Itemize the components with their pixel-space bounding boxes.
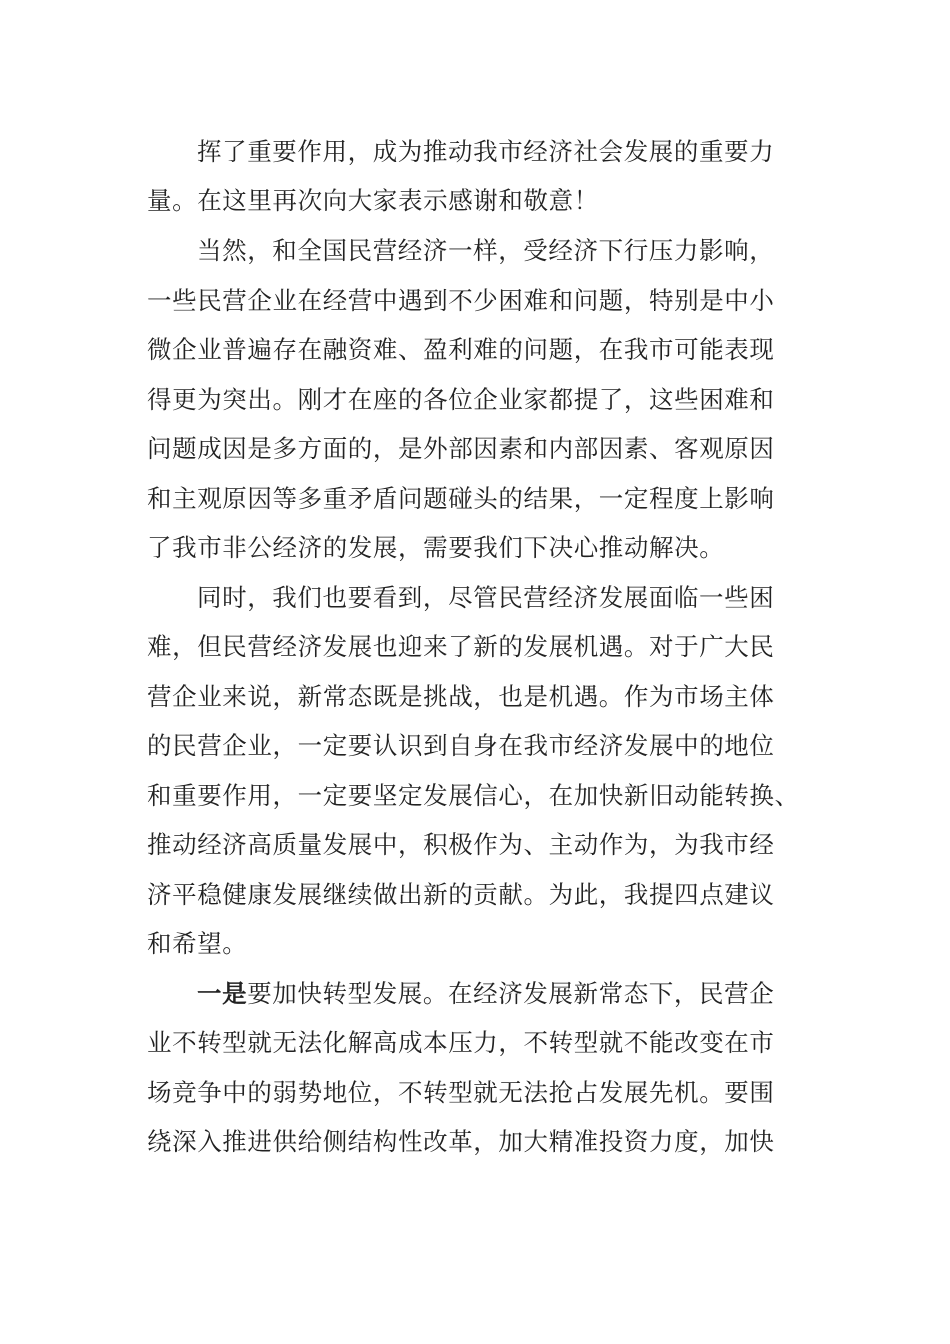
text-line: 挥了重要作用，成为推动我市经济社会发展的重要力: [197, 137, 775, 166]
text-line: 场竞争中的弱势地位，不转型就无法抢占发展先机。要围: [147, 1078, 775, 1107]
text-line: 营企业来说，新常态既是挑战，也是机遇。作为市场主体: [147, 682, 775, 711]
text-line: 和主观原因等多重矛盾问题碰头的结果，一定程度上影响: [147, 484, 775, 513]
text-line: 量。在这里再次向大家表示感谢和敬意！: [147, 186, 599, 215]
text-line: 当然，和全国民营经济一样，受经济下行压力影响，: [197, 236, 775, 265]
text-line: 的民营企业，一定要认识到自身在我市经济发展中的地位: [147, 731, 775, 760]
text-line: 和希望。: [147, 929, 248, 958]
bold-lead-in: 一是: [197, 979, 248, 1008]
text-line: [197, 974, 774, 1014]
text-line: 绕深入推进供给侧结构性改革，加大精准投资力度，加快: [147, 1127, 775, 1156]
text-line: 和重要作用，一定要坚定发展信心，在加快新旧动能转换、: [147, 781, 800, 810]
text-line: 一些民营企业在经营中遇到不少困难和问题，特别是中小: [147, 286, 775, 315]
text-line: 微企业普遍存在融资难、盈利难的问题，在我市可能表现: [147, 335, 775, 364]
text-line: 了我市非公经济的发展，需要我们下决心推动解决。: [147, 533, 725, 562]
line-text: 要加快转型发展。在经济发展新常态下，民营企: [247, 979, 775, 1008]
text-line: 济平稳健康发展继续做出新的贡献。为此，我提四点建议: [147, 880, 775, 909]
text-line: 业不转型就无法化解高成本压力，不转型就不能改变在市: [147, 1028, 775, 1057]
text-line: 难，但民营经济发展也迎来了新的发展机遇。对于广大民: [147, 632, 775, 661]
text-line: 得更为突出。刚才在座的各位企业家都提了，这些困难和: [147, 385, 775, 414]
text-line: 问题成因是多方面的，是外部因素和内部因素、客观原因: [147, 434, 775, 463]
text-line: 推动经济高质量发展中，积极作为、主动作为，为我市经: [147, 830, 775, 859]
text-line: 同时，我们也要看到，尽管民营经济发展面临一些困: [197, 583, 775, 612]
